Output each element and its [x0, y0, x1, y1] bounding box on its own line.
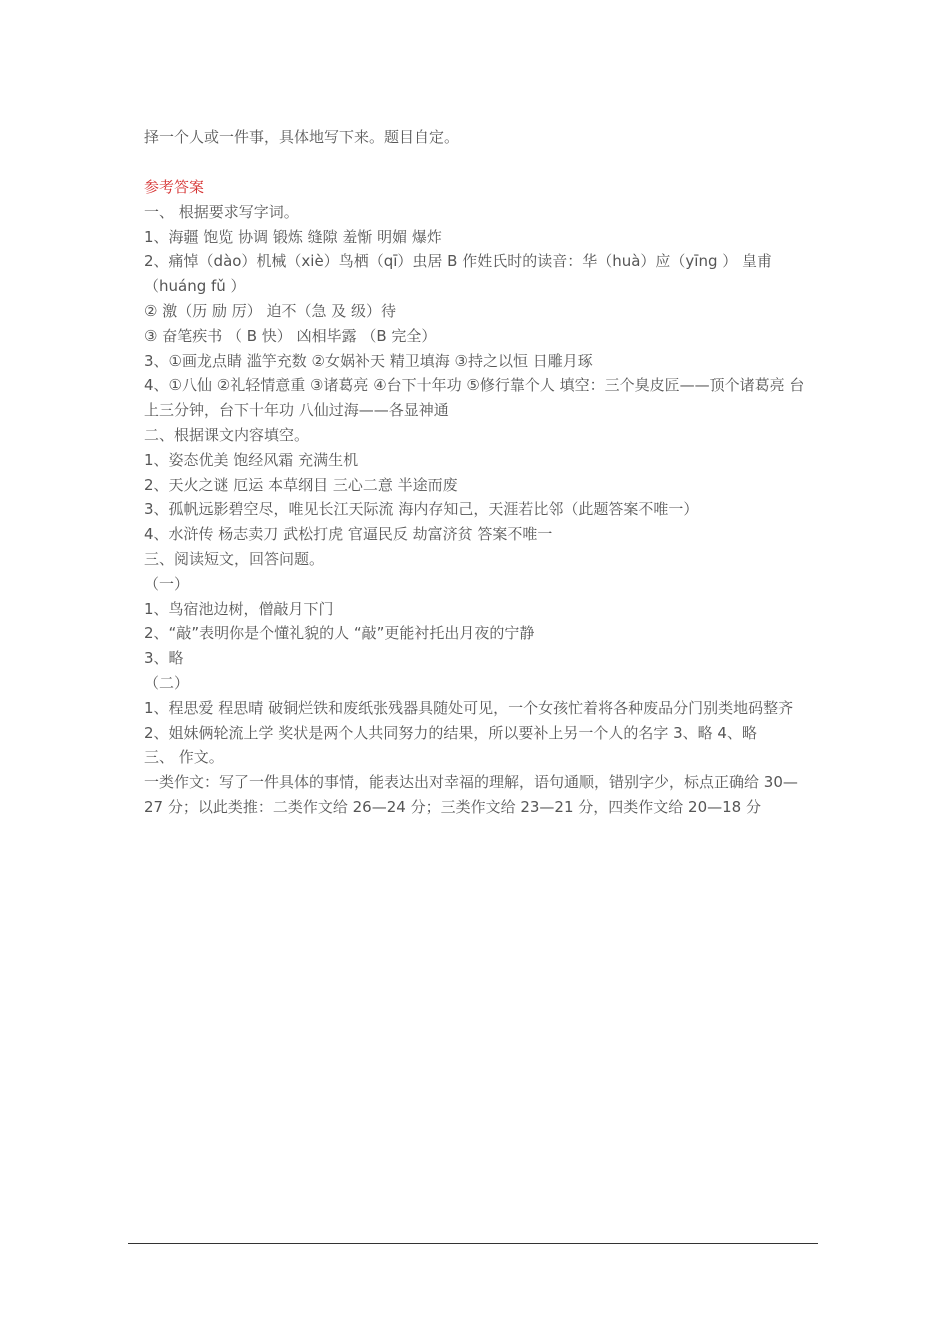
answer-line: （一） [144, 574, 190, 593]
answer-line: 2、“敲”表明你是个懂礼貌的人 “敲”更能衬托出月夜的宁静 [144, 624, 535, 643]
footer-divider [128, 1243, 818, 1244]
answer-line: ③ 奋笔疾书 （ B 快） 凶相毕露 （B 完全） [144, 326, 437, 345]
answer-line: 3、略 [144, 649, 184, 668]
answer-line: 1、程思爱 程思晴 破铜烂铁和废纸张残器具随处可见，一个女孩忙着将各种废品分门别类地码整齐 2、姐妹俩轮流上学 奖状是两个人共同努力的结果，所以要补上另一个人的名字 3、略 4、略 [144, 698, 794, 742]
answer-line: （二） [144, 673, 190, 692]
answer-line: 2、痛悼（dào）机械（xiè）鸟栖（qī）虫居 B 作姓氏时的读音：华（huà）应（yīng ） 皇甫（huáng fǔ ） [144, 252, 773, 296]
intro-text: 择一个人或一件事，具体地写下来。题目自定。 [144, 128, 460, 146]
answer-line: ② 激（历 励 厉） 迫不（急 及 级）待 [144, 301, 397, 320]
answer-line: 2、天火之谜 厄运 本草纲目 三心二意 半途而废 [144, 475, 458, 494]
answer-line: 1、鸟宿池边树，僧敲月下门 [144, 599, 334, 618]
answer-line: 3、①画龙点睛 滥竽充数 ②女娲补天 精卫填海 ③持之以恒 日雕月琢 [144, 351, 593, 370]
answer-line: 3、孤帆远影碧空尽，唯见长江天际流 海内存知己，天涯若比邻（此题答案不唯一） [144, 500, 699, 519]
answer-line: 三、 作文。 [144, 748, 224, 767]
answer-line: 二、根据课文内容填空。 [144, 425, 310, 444]
answer-line: 一、 根据要求写字词。 [144, 202, 299, 221]
answer-line: 1、姿态优美 饱经风霜 充满生机 [144, 450, 359, 469]
answer-heading: 参考答案 [144, 178, 205, 196]
answer-line: 1、海疆 饱览 协调 锻炼 缝隙 羞惭 明媚 爆炸 [144, 227, 442, 246]
answer-section [144, 175, 812, 820]
answer-line: 三、阅读短文，回答问题。 [144, 549, 325, 568]
answer-line: 4、水浒传 杨志卖刀 武松打虎 官逼民反 劫富济贫 答案不唯一 [144, 525, 553, 544]
answer-line: 一类作文：写了一件具体的事情，能表达出对幸福的理解，语句通顺，错别字少，标点正确给 30—27 分；以此类推：二类作文给 26—24 分；三类作文给 23—21 分，四类作文给 20—18 分 [144, 773, 798, 816]
answer-line: 4、①八仙 ②礼轻情意重 ③诸葛亮 ④台下十年功 ⑤修行靠个人 填空：三个臭皮匠——顶个诸葛亮 台上三分钟，台下十年功 八仙过海——各显神通 [144, 376, 805, 420]
